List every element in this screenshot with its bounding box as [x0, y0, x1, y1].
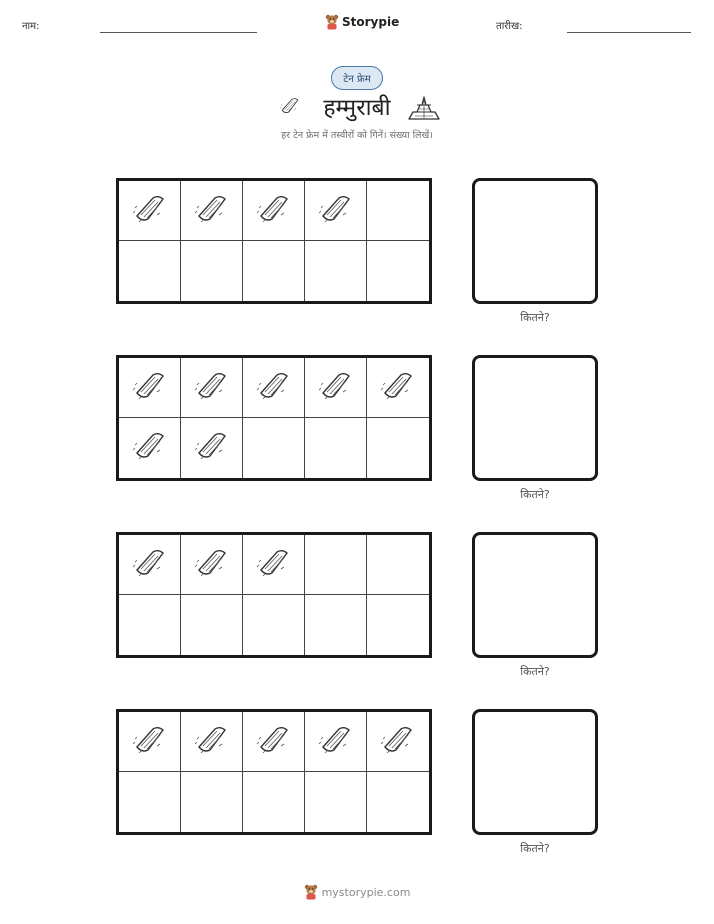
stone-tablet-icon	[192, 543, 232, 587]
frame-cell	[181, 772, 243, 832]
frame-cell	[243, 241, 305, 301]
frame-cell	[181, 358, 243, 418]
stone-tablet-icon	[130, 189, 170, 233]
page-title: हम्मुराबी	[323, 95, 391, 121]
answer-box-4[interactable]	[472, 709, 598, 835]
stone-tablet-icon	[130, 543, 170, 587]
stone-tablet-icon	[254, 543, 294, 587]
frame-cell	[119, 241, 181, 301]
answer-label-2: कितने?	[520, 488, 550, 501]
footer	[0, 884, 714, 900]
frame-cell	[305, 772, 367, 832]
stone-tablet-icon	[378, 366, 418, 410]
frame-cell	[305, 418, 367, 478]
frame-cell	[243, 181, 305, 241]
logo-text: Storypie	[342, 15, 400, 29]
stone-tablet-icon	[192, 720, 232, 764]
frame-cell	[181, 712, 243, 772]
frame-cell	[305, 241, 367, 301]
date-label: तारीख:	[496, 21, 523, 32]
stone-tablet-icon	[192, 426, 232, 470]
frame-cell	[243, 535, 305, 595]
frame-cell	[181, 535, 243, 595]
frame-cell	[305, 358, 367, 418]
storypie-logo	[325, 12, 399, 32]
stone-tablet-icon	[316, 189, 356, 233]
stone-tablet-icon	[254, 189, 294, 233]
frame-cell	[181, 241, 243, 301]
stone-tablet-icon	[316, 366, 356, 410]
frame-cell	[119, 772, 181, 832]
stone-tablet-icon	[130, 366, 170, 410]
frame-cell	[119, 595, 181, 655]
frame-cell	[181, 418, 243, 478]
name-label: नाम:	[22, 21, 40, 32]
stone-tablet-icon	[378, 720, 418, 764]
frame-cell	[243, 712, 305, 772]
bear-mascot-icon	[304, 884, 318, 900]
frame-cell	[367, 181, 429, 241]
answer-box-1[interactable]	[472, 178, 598, 304]
answer-box-3[interactable]	[472, 532, 598, 658]
frame-cell	[367, 418, 429, 478]
ten-frame-3	[116, 532, 432, 658]
ziggurat-icon	[406, 92, 442, 122]
ten-frame-2	[116, 355, 432, 481]
ten-frame-4	[116, 709, 432, 835]
frame-cell	[367, 772, 429, 832]
stone-tablet-icon	[254, 366, 294, 410]
frame-cell	[243, 595, 305, 655]
frame-cell	[119, 358, 181, 418]
answer-label-1: कितने?	[520, 311, 550, 324]
frame-cell	[367, 358, 429, 418]
frame-cell	[367, 535, 429, 595]
frame-cell	[367, 712, 429, 772]
answer-box-2[interactable]	[472, 355, 598, 481]
frame-cell	[305, 181, 367, 241]
stone-tablet-icon	[316, 720, 356, 764]
frame-cell	[305, 595, 367, 655]
stone-tablet-icon	[254, 720, 294, 764]
ten-frame-badge: टेन फ्रेम	[331, 66, 383, 90]
stone-tablet-icon	[192, 366, 232, 410]
answer-label-4: कितने?	[520, 842, 550, 855]
name-line[interactable]	[100, 32, 257, 33]
frame-cell	[119, 535, 181, 595]
stone-tablet-icon	[130, 426, 170, 470]
frame-cell	[305, 535, 367, 595]
stone-tablet-icon	[130, 720, 170, 764]
bear-mascot-icon	[325, 14, 339, 30]
frame-cell	[243, 772, 305, 832]
frame-cell	[119, 712, 181, 772]
instructions: हर टेन फ्रेम में तस्वीरों को गिनें। संख्या लिखें।	[281, 130, 433, 141]
frame-cell	[119, 418, 181, 478]
frame-cell	[119, 181, 181, 241]
stone-tablet-icon	[192, 189, 232, 233]
ten-frame-1	[116, 178, 432, 304]
answer-label-3: कितने?	[520, 665, 550, 678]
footer-site: mystorypie.com	[321, 885, 411, 899]
frame-cell	[305, 712, 367, 772]
frame-cell	[243, 358, 305, 418]
date-line[interactable]	[567, 32, 691, 33]
frame-cell	[367, 241, 429, 301]
frame-cell	[181, 595, 243, 655]
frame-cell	[243, 418, 305, 478]
frame-cell	[181, 181, 243, 241]
frame-cell	[367, 595, 429, 655]
